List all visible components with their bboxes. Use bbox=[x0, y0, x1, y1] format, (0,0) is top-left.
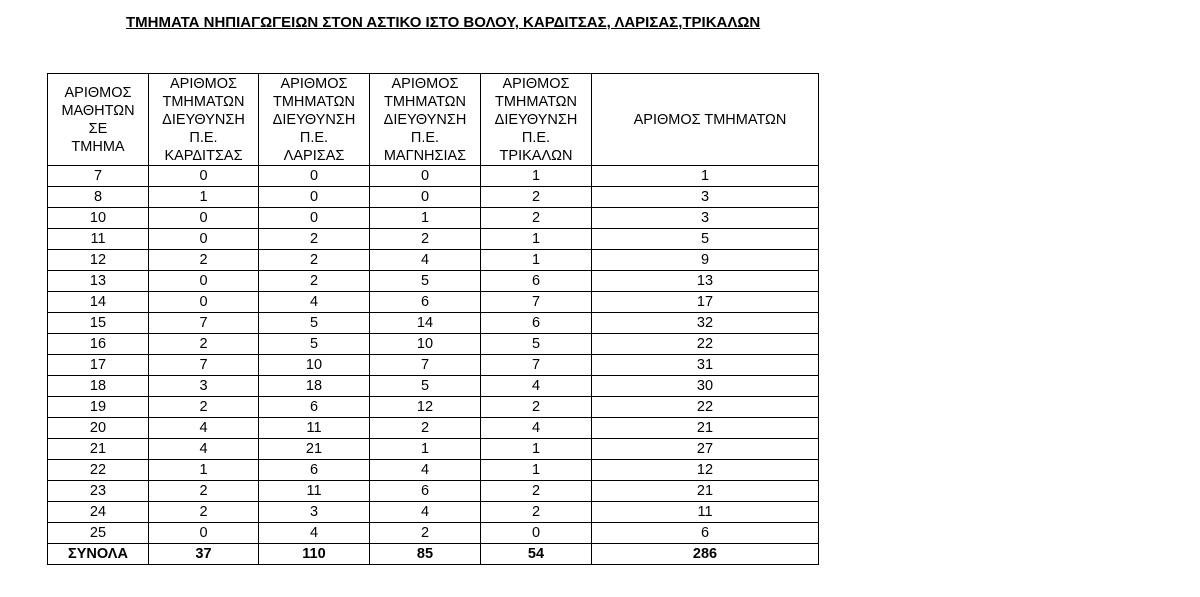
header-line: ΚΑΡΔΙΤΣΑΣ bbox=[164, 148, 243, 164]
table-row bbox=[48, 439, 819, 460]
table-cell: 1 bbox=[149, 460, 259, 481]
table-cell: 2 bbox=[481, 187, 592, 208]
header-line: ΤΜΗΜΑΤΩΝ bbox=[273, 93, 355, 110]
table-cell: 2 bbox=[149, 481, 259, 502]
table-cell: 23 bbox=[48, 481, 149, 502]
header-line: ΔΙΕΥΘΥΝΣΗ bbox=[162, 112, 245, 128]
table-cell: 4 bbox=[149, 418, 259, 439]
table-cell: 11 bbox=[259, 418, 370, 439]
table-cell: 1 bbox=[481, 229, 592, 250]
table-cell: 21 bbox=[592, 418, 819, 439]
table-cell: 3 bbox=[592, 208, 819, 229]
table-cell: 6 bbox=[370, 292, 481, 313]
table-cell: 10 bbox=[259, 355, 370, 376]
header-line: ΤΡΙΚΑΛΩΝ bbox=[499, 148, 573, 164]
header-line: Π.Ε. bbox=[299, 130, 329, 146]
table-cell: 0 bbox=[149, 523, 259, 544]
table-cell: 2 bbox=[370, 418, 481, 439]
table-cell: 7 bbox=[149, 313, 259, 334]
table-cell: 11 bbox=[48, 229, 149, 250]
table-cell: 6 bbox=[259, 460, 370, 481]
table-cell: 21 bbox=[48, 439, 149, 460]
table-cell: 3 bbox=[149, 376, 259, 397]
table-cell: 1 bbox=[481, 166, 592, 187]
table-cell: 19 bbox=[48, 397, 149, 418]
table-cell: 21 bbox=[592, 481, 819, 502]
table-cell: 32 bbox=[592, 313, 819, 334]
header-line: ΔΙΕΥΘΥΝΣΗ bbox=[272, 112, 356, 128]
header-top-larisa bbox=[259, 74, 370, 112]
table-cell: 10 bbox=[370, 334, 481, 355]
table-row bbox=[48, 229, 819, 250]
table-cell: 11 bbox=[259, 481, 370, 502]
table-cell: 0 bbox=[259, 208, 370, 229]
totals-cell: 54 bbox=[481, 544, 592, 565]
table-row bbox=[48, 271, 819, 292]
table-cell: 0 bbox=[370, 187, 481, 208]
table-cell: 5 bbox=[259, 334, 370, 355]
table-cell: 0 bbox=[149, 229, 259, 250]
table-cell: 4 bbox=[481, 418, 592, 439]
table-cell: 0 bbox=[481, 523, 592, 544]
table-row bbox=[48, 397, 819, 418]
table-cell: 13 bbox=[48, 271, 149, 292]
table-cell: 2 bbox=[149, 334, 259, 355]
table-cell: 24 bbox=[48, 502, 149, 523]
table-cell: 5 bbox=[370, 376, 481, 397]
header-bottom-magnisia bbox=[370, 111, 481, 166]
header-line: ΔΙΕΥΘΥΝΣΗ bbox=[494, 112, 578, 128]
header-top-magnisia bbox=[370, 74, 481, 112]
table-cell: 12 bbox=[370, 397, 481, 418]
table-cell: 1 bbox=[481, 460, 592, 481]
table-cell: 30 bbox=[592, 376, 819, 397]
table-cell: 7 bbox=[149, 355, 259, 376]
totals-cell: 37 bbox=[149, 544, 259, 565]
header-line: ΤΜΗΜΑΤΩΝ bbox=[495, 93, 577, 110]
table-cell: 2 bbox=[481, 397, 592, 418]
table-cell: 2 bbox=[259, 250, 370, 271]
table-body bbox=[48, 166, 819, 565]
totals-cell: 85 bbox=[370, 544, 481, 565]
table-cell: 5 bbox=[259, 313, 370, 334]
table-cell: 1 bbox=[370, 439, 481, 460]
header-line: ΑΡΙΘΜΟΣ bbox=[170, 75, 237, 92]
header-line: Π.Ε. bbox=[410, 130, 440, 146]
table-cell: 13 bbox=[592, 271, 819, 292]
table-cell: 7 bbox=[481, 355, 592, 376]
table-cell: 1 bbox=[481, 250, 592, 271]
table-cell: 2 bbox=[370, 523, 481, 544]
table-cell: 0 bbox=[149, 166, 259, 187]
totals-label: ΣΥΝΟΛΑ bbox=[48, 544, 149, 565]
table-cell: 0 bbox=[370, 166, 481, 187]
header-line: ΜΑΓΝΗΣΙΑΣ bbox=[383, 148, 467, 164]
table-cell: 3 bbox=[259, 502, 370, 523]
table-cell: 4 bbox=[481, 376, 592, 397]
table-cell: 27 bbox=[592, 439, 819, 460]
table-cell: 4 bbox=[149, 439, 259, 460]
table-row bbox=[48, 313, 819, 334]
table-cell: 4 bbox=[370, 502, 481, 523]
table-cell: 2 bbox=[259, 271, 370, 292]
table-cell: 2 bbox=[149, 397, 259, 418]
header-line: ΑΡΙΘΜΟΣ bbox=[391, 75, 459, 92]
table-row bbox=[48, 502, 819, 523]
header-line: ΤΜΗΜΑΤΩΝ bbox=[384, 93, 466, 110]
table-row bbox=[48, 523, 819, 544]
table-cell: 17 bbox=[48, 355, 149, 376]
table-cell: 12 bbox=[48, 250, 149, 271]
header-total-classes: ΑΡΙΘΜΟΣ ΤΜΗΜΑΤΩΝ bbox=[592, 74, 819, 166]
table-cell: 2 bbox=[481, 208, 592, 229]
table-cell: 10 bbox=[48, 208, 149, 229]
table-cell: 9 bbox=[592, 250, 819, 271]
header-line: Π.Ε. bbox=[521, 130, 551, 146]
table-cell: 0 bbox=[149, 271, 259, 292]
table-cell: 7 bbox=[48, 166, 149, 187]
header-line: ΛΑΡΙΣΑΣ bbox=[283, 148, 345, 164]
table-cell: 7 bbox=[370, 355, 481, 376]
table-cell: 6 bbox=[259, 397, 370, 418]
table-cell: 0 bbox=[259, 166, 370, 187]
header-line: ΑΡΙΘΜΟΣ bbox=[280, 75, 348, 92]
header-line: ΑΡΙΘΜΟΣ bbox=[64, 84, 132, 101]
table-cell: 8 bbox=[48, 187, 149, 208]
table-row bbox=[48, 418, 819, 439]
table-cell: 6 bbox=[592, 523, 819, 544]
header-line: ΔΙΕΥΘΥΝΣΗ bbox=[383, 112, 467, 128]
table-cell: 4 bbox=[259, 292, 370, 313]
header-top-trikala bbox=[481, 74, 592, 112]
table-row bbox=[48, 208, 819, 229]
table-cell: 6 bbox=[481, 313, 592, 334]
table-cell: 15 bbox=[48, 313, 149, 334]
table-cell: 18 bbox=[48, 376, 149, 397]
table-cell: 11 bbox=[592, 502, 819, 523]
totals-cell: 110 bbox=[259, 544, 370, 565]
header-bottom-karditsa bbox=[149, 111, 259, 166]
table-cell: 1 bbox=[481, 439, 592, 460]
header-line: Π.Ε. bbox=[189, 130, 218, 146]
classes-table bbox=[47, 73, 819, 565]
table-cell: 2 bbox=[149, 502, 259, 523]
table-cell: 7 bbox=[481, 292, 592, 313]
table-cell: 21 bbox=[259, 439, 370, 460]
header-top-karditsa bbox=[149, 74, 259, 112]
table-cell: 20 bbox=[48, 418, 149, 439]
table-cell: 6 bbox=[481, 271, 592, 292]
header-line: ΤΜΗΜΑΤΩΝ bbox=[162, 93, 245, 110]
table-row bbox=[48, 334, 819, 355]
table-cell: 2 bbox=[370, 229, 481, 250]
header-line: ΣΕ bbox=[88, 120, 108, 137]
totals-cell: 286 bbox=[592, 544, 819, 565]
header-line: ΤΜΗΜΑ bbox=[71, 138, 125, 155]
table-cell: 17 bbox=[592, 292, 819, 313]
document-title: ΤΜΗΜΑΤΑ ΝΗΠΙΑΓΩΓΕΙΩΝ ΣΤΟΝ ΑΣΤΙΚΟ ΙΣΤΟ ΒΟΛΟΥ, ΚΑΡΔΙΤΣΑΣ, ΛΑΡΙΣΑΣ,ΤΡΙΚΑΛΩΝ bbox=[126, 14, 761, 31]
table-cell: 4 bbox=[370, 460, 481, 481]
table-cell: 5 bbox=[370, 271, 481, 292]
header-bottom-larisa bbox=[259, 111, 370, 166]
table-row bbox=[48, 250, 819, 271]
table-cell: 3 bbox=[592, 187, 819, 208]
table-cell: 1 bbox=[370, 208, 481, 229]
table-cell: 5 bbox=[592, 229, 819, 250]
table-cell: 0 bbox=[149, 208, 259, 229]
table-cell: 2 bbox=[149, 250, 259, 271]
totals-row bbox=[48, 544, 819, 565]
table-cell: 1 bbox=[149, 187, 259, 208]
table-cell: 14 bbox=[48, 292, 149, 313]
table-row bbox=[48, 166, 819, 187]
header-students-per-class bbox=[48, 74, 149, 166]
table-cell: 12 bbox=[592, 460, 819, 481]
table-row bbox=[48, 292, 819, 313]
table-cell: 0 bbox=[149, 292, 259, 313]
table-cell: 2 bbox=[481, 502, 592, 523]
table-row bbox=[48, 481, 819, 502]
table-cell: 16 bbox=[48, 334, 149, 355]
table-cell: 31 bbox=[592, 355, 819, 376]
header-bottom-trikala bbox=[481, 111, 592, 166]
table-row bbox=[48, 187, 819, 208]
table-cell: 22 bbox=[592, 334, 819, 355]
table-cell: 22 bbox=[592, 397, 819, 418]
table-cell: 14 bbox=[370, 313, 481, 334]
table-cell: 2 bbox=[259, 229, 370, 250]
table-cell: 4 bbox=[259, 523, 370, 544]
table-row bbox=[48, 355, 819, 376]
table-cell: 2 bbox=[481, 481, 592, 502]
table-cell: 18 bbox=[259, 376, 370, 397]
header-line: ΜΑΘΗΤΩΝ bbox=[61, 102, 135, 119]
table-cell: 22 bbox=[48, 460, 149, 481]
table-row bbox=[48, 460, 819, 481]
table-row bbox=[48, 376, 819, 397]
table-cell: 5 bbox=[481, 334, 592, 355]
table-cell: 25 bbox=[48, 523, 149, 544]
table-cell: 4 bbox=[370, 250, 481, 271]
table-cell: 1 bbox=[592, 166, 819, 187]
header-line: ΑΡΙΘΜΟΣ bbox=[502, 75, 570, 92]
table-cell: 6 bbox=[370, 481, 481, 502]
table-cell: 0 bbox=[259, 187, 370, 208]
